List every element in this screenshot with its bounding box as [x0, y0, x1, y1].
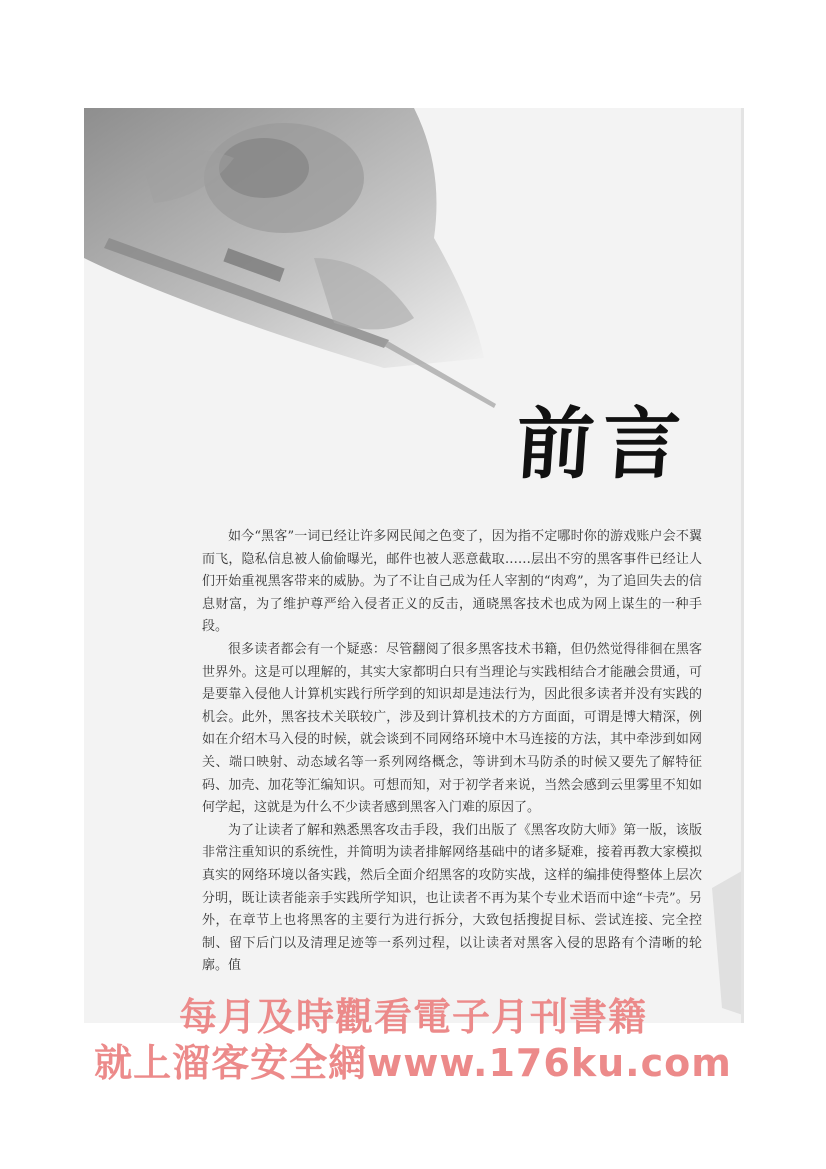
watermark-line-2: 就上溜客安全網www.176ku.com [94, 1041, 732, 1085]
page-edge [741, 108, 744, 1023]
watermark-line-1: 每月及時觀看電子月刊書籍 [178, 995, 647, 1039]
body-text [202, 526, 702, 978]
page-title: 前言 [512, 399, 692, 490]
paragraph-1: 如今“黑客”一词已经让许多网民闻之色变了，因为指不定哪时你的游戏账户会不翼而飞，隐私信息被人偷偷曝光，邮件也被人恶意截取……层出不穷的黑客事件已经让人们开始重视黑客带来的威胁。为了不让自己成为任人宰割的“肉鸡”，为了追回失去的信息财富，为了维护尊严给入侵者正义的反击，通晓黑客技术也成为网上谋生的一种手段。 [202, 529, 702, 635]
paragraph-3: 为了让读者了解和熟悉黑客攻击手段，我们出版了《黑客攻防大师》第一版，该版非常注重知识的系统性，并简明为读者排解网络基础中的诸多疑难，接着再教大家模拟真实的网络环境以备实践，然后全面介绍黑客的攻防实战，这样的编排使得整体上层次分明，既让读者能亲手实践所学知识，也让读者不再为某个专业术语而中途“卡壳”。另外，在章节上也将黑客的主要行为进行拆分，大致包括搜捉目标、尝试连接、完全控制、留下后门以及清理足迹等一系列过程，以让读者对黑客入侵的思路有个清晰的轮廓。值 [202, 822, 702, 974]
soldier-illustration [84, 108, 504, 438]
book-page [84, 108, 744, 1023]
paragraph-2: 很多读者都会有一个疑惑：尽管翻阅了很多黑客技术书籍，但仍然觉得徘徊在黑客世界外。这是可以理解的，其实大家都明白只有当理论与实践相结合才能融会贯通，可是要靠入侵他人计算机实践行所学到的知识却是违法行为，因此很多读者并没有实践的机会。此外，黑客技术关联较广，涉及到计算机技术的方方面面，可谓是博大精深，例如在介绍木马入侵的时候，就会谈到不同网络环境中木马连接的方法，其中牵涉到如网关、端口映射、动态域名等一系列网络概念，等讲到木马防杀的时候又要先了解特征码、加壳、加花等汇编知识。可想而知，对于初学者来说，当然会感到云里雾里不知如何学起，这就是为什么不少读者感到黑客入门难的原因了。 [202, 641, 702, 816]
